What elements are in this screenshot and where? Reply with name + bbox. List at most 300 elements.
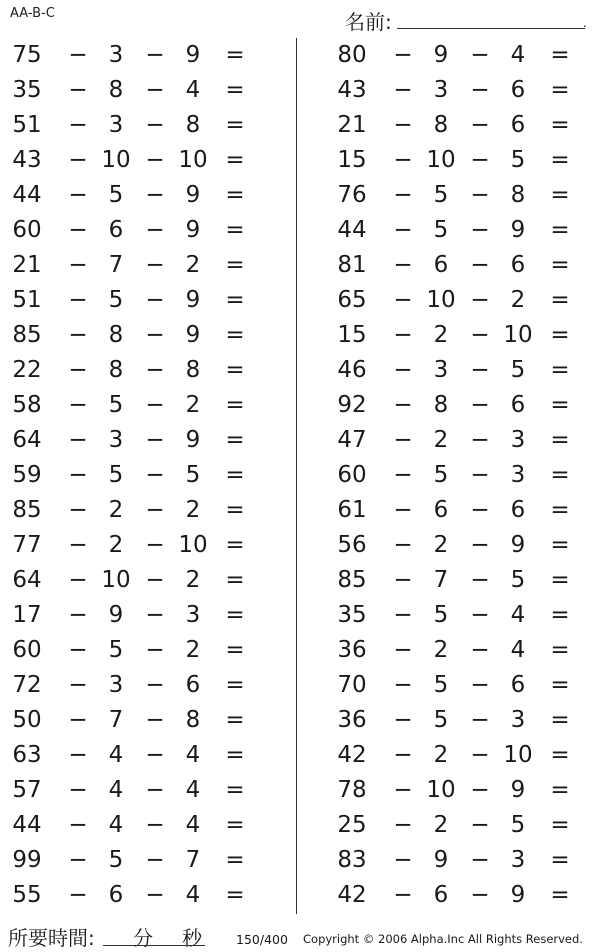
minuend: 42 (337, 882, 367, 908)
subtrahend-1: 4 (108, 812, 124, 838)
minuend: 83 (337, 847, 367, 873)
minuend: 15 (337, 147, 367, 173)
equals-sign: = (225, 672, 245, 698)
minuend: 58 (12, 392, 42, 418)
minus-sign: − (393, 742, 413, 768)
minus-sign: − (393, 42, 413, 68)
minuend: 61 (337, 497, 367, 523)
minuend: 64 (12, 427, 42, 453)
minus-sign: − (393, 182, 413, 208)
subtrahend-2: 5 (510, 567, 526, 593)
equals-sign: = (550, 182, 570, 208)
minus-sign: − (393, 707, 413, 733)
minuend: 47 (337, 427, 367, 453)
subtrahend-2: 9 (185, 217, 201, 243)
subtrahend-2: 8 (185, 357, 201, 383)
equals-sign: = (550, 777, 570, 803)
subtrahend-1: 8 (108, 77, 124, 103)
minus-sign: − (393, 847, 413, 873)
subtrahend-1: 2 (108, 497, 124, 523)
equals-sign: = (550, 357, 570, 383)
subtrahend-2: 5 (185, 462, 201, 488)
minuend: 85 (337, 567, 367, 593)
subtrahend-1: 5 (108, 847, 124, 873)
minuend: 22 (12, 357, 42, 383)
minus-sign: − (68, 812, 88, 838)
subtrahend-2: 7 (185, 847, 201, 873)
minus-sign: − (470, 497, 490, 523)
subtrahend-2: 5 (510, 147, 526, 173)
subtrahend-1: 6 (108, 882, 124, 908)
minuend: 15 (337, 322, 367, 348)
minuend: 85 (12, 322, 42, 348)
minuend: 35 (337, 602, 367, 628)
subtrahend-1: 6 (108, 217, 124, 243)
minuend: 17 (12, 602, 42, 628)
equals-sign: = (550, 847, 570, 873)
subtrahend-2: 10 (178, 147, 208, 173)
subtrahend-1: 5 (108, 637, 124, 663)
worksheet-code: AA-B-C (10, 6, 55, 21)
minuend: 50 (12, 707, 42, 733)
name-blank-line (397, 28, 585, 29)
minus-sign: − (145, 847, 165, 873)
minus-sign: − (393, 217, 413, 243)
minuend: 35 (12, 77, 42, 103)
minus-sign: − (68, 882, 88, 908)
subtrahend-1: 3 (433, 357, 449, 383)
subtrahend-1: 8 (108, 357, 124, 383)
subtrahend-1: 5 (108, 182, 124, 208)
minus-sign: − (393, 357, 413, 383)
minuend: 64 (12, 567, 42, 593)
subtrahend-1: 5 (108, 462, 124, 488)
minus-sign: − (68, 707, 88, 733)
subtrahend-2: 6 (185, 672, 201, 698)
subtrahend-2: 9 (510, 882, 526, 908)
minus-sign: − (145, 322, 165, 348)
subtrahend-2: 4 (510, 42, 526, 68)
minus-sign: − (470, 287, 490, 313)
subtrahend-2: 5 (510, 812, 526, 838)
equals-sign: = (550, 392, 570, 418)
minutes-blank (103, 945, 133, 946)
minus-sign: − (145, 147, 165, 173)
equals-sign: = (550, 217, 570, 243)
minus-sign: − (145, 287, 165, 313)
minuend: 59 (12, 462, 42, 488)
minus-sign: − (393, 777, 413, 803)
minus-sign: − (470, 147, 490, 173)
subtrahend-2: 4 (510, 637, 526, 663)
subtrahend-1: 8 (108, 322, 124, 348)
minus-sign: − (393, 147, 413, 173)
minuend: 81 (337, 252, 367, 278)
minus-sign: − (393, 427, 413, 453)
minus-sign: − (470, 637, 490, 663)
minus-sign: − (68, 637, 88, 663)
subtrahend-1: 2 (433, 532, 449, 558)
subtrahend-2: 2 (510, 287, 526, 313)
minus-sign: − (470, 252, 490, 278)
minus-sign: − (393, 322, 413, 348)
equals-sign: = (225, 462, 245, 488)
minus-sign: − (145, 602, 165, 628)
minuend: 21 (337, 112, 367, 138)
subtrahend-2: 6 (510, 497, 526, 523)
name-label: 名前: (345, 10, 392, 34)
minus-sign: − (145, 882, 165, 908)
equals-sign: = (550, 707, 570, 733)
subtrahend-2: 4 (185, 777, 201, 803)
minuend: 44 (337, 217, 367, 243)
minuend: 70 (337, 672, 367, 698)
equals-sign: = (550, 252, 570, 278)
equals-sign: = (550, 672, 570, 698)
minus-sign: − (145, 567, 165, 593)
minus-sign: − (145, 532, 165, 558)
minus-sign: − (68, 42, 88, 68)
subtrahend-1: 3 (108, 42, 124, 68)
minus-sign: − (145, 637, 165, 663)
equals-sign: = (550, 287, 570, 313)
minus-sign: − (470, 217, 490, 243)
minus-sign: − (68, 357, 88, 383)
minuend: 55 (12, 882, 42, 908)
subtrahend-1: 5 (433, 707, 449, 733)
subtrahend-2: 6 (510, 392, 526, 418)
minus-sign: − (68, 462, 88, 488)
subtrahend-2: 10 (178, 532, 208, 558)
subtrahend-2: 3 (510, 427, 526, 453)
minus-sign: − (470, 742, 490, 768)
minuend: 92 (337, 392, 367, 418)
subtrahend-2: 8 (510, 182, 526, 208)
equals-sign: = (225, 217, 245, 243)
subtrahend-2: 2 (185, 252, 201, 278)
subtrahend-1: 8 (433, 112, 449, 138)
subtrahend-1: 5 (108, 287, 124, 313)
equals-sign: = (225, 182, 245, 208)
subtrahend-2: 9 (185, 427, 201, 453)
minuend: 57 (12, 777, 42, 803)
subtrahend-2: 2 (185, 567, 201, 593)
equals-sign: = (550, 567, 570, 593)
equals-sign: = (225, 602, 245, 628)
minus-sign: − (470, 602, 490, 628)
subtrahend-1: 3 (433, 77, 449, 103)
minuend: 44 (12, 182, 42, 208)
equals-sign: = (225, 287, 245, 313)
subtrahend-2: 3 (510, 707, 526, 733)
equals-sign: = (225, 532, 245, 558)
minus-sign: − (68, 217, 88, 243)
subtrahend-1: 3 (108, 672, 124, 698)
subtrahend-1: 9 (433, 42, 449, 68)
minus-sign: − (145, 462, 165, 488)
equals-sign: = (550, 497, 570, 523)
equals-sign: = (225, 77, 245, 103)
minus-sign: − (470, 462, 490, 488)
equals-sign: = (225, 777, 245, 803)
subtrahend-1: 7 (433, 567, 449, 593)
minuend: 78 (337, 777, 367, 803)
subtrahend-2: 2 (185, 637, 201, 663)
equals-sign: = (225, 392, 245, 418)
minus-sign: − (68, 147, 88, 173)
subtrahend-1: 10 (101, 147, 131, 173)
subtrahend-2: 2 (185, 497, 201, 523)
subtrahend-1: 7 (108, 707, 124, 733)
equals-sign: = (550, 77, 570, 103)
minuend: 21 (12, 252, 42, 278)
subtrahend-1: 2 (433, 812, 449, 838)
minus-sign: − (68, 252, 88, 278)
minuend: 77 (12, 532, 42, 558)
minus-sign: − (470, 882, 490, 908)
minus-sign: − (68, 287, 88, 313)
subtrahend-1: 4 (108, 777, 124, 803)
minus-sign: − (393, 602, 413, 628)
minuend: 76 (337, 182, 367, 208)
minuend: 51 (12, 112, 42, 138)
minus-sign: − (393, 567, 413, 593)
subtrahend-2: 6 (510, 77, 526, 103)
minus-sign: − (145, 707, 165, 733)
minuend: 36 (337, 637, 367, 663)
minus-sign: − (68, 742, 88, 768)
subtrahend-1: 2 (433, 637, 449, 663)
subtrahend-1: 5 (108, 392, 124, 418)
minus-sign: − (470, 357, 490, 383)
minus-sign: − (393, 812, 413, 838)
minuend: 42 (337, 742, 367, 768)
minuend: 72 (12, 672, 42, 698)
subtrahend-1: 10 (101, 567, 131, 593)
minuend: 85 (12, 497, 42, 523)
minuend: 46 (337, 357, 367, 383)
minuend: 63 (12, 742, 42, 768)
subtrahend-1: 5 (433, 602, 449, 628)
minus-sign: − (393, 637, 413, 663)
time-underline (133, 945, 205, 946)
minus-sign: − (393, 287, 413, 313)
minus-sign: − (145, 392, 165, 418)
seconds-label: 秒 (182, 926, 202, 950)
subtrahend-2: 6 (510, 252, 526, 278)
column-divider (296, 38, 297, 914)
subtrahend-2: 10 (503, 742, 533, 768)
subtrahend-1: 4 (108, 742, 124, 768)
minus-sign: − (68, 427, 88, 453)
minus-sign: − (68, 182, 88, 208)
subtrahend-1: 6 (433, 252, 449, 278)
minuend: 43 (337, 77, 367, 103)
name-field (345, 6, 590, 32)
subtrahend-2: 4 (510, 602, 526, 628)
minus-sign: − (470, 847, 490, 873)
subtrahend-1: 10 (426, 147, 456, 173)
minuend: 60 (337, 462, 367, 488)
equals-sign: = (225, 147, 245, 173)
minus-sign: − (470, 427, 490, 453)
subtrahend-1: 3 (108, 112, 124, 138)
minus-sign: − (145, 672, 165, 698)
subtrahend-2: 2 (185, 392, 201, 418)
minus-sign: − (470, 567, 490, 593)
minus-sign: − (145, 742, 165, 768)
equals-sign: = (225, 812, 245, 838)
minuend: 75 (12, 42, 42, 68)
minus-sign: − (470, 182, 490, 208)
subtrahend-1: 5 (433, 182, 449, 208)
time-required-label: 所要時間: (8, 926, 95, 950)
equals-sign: = (225, 357, 245, 383)
minus-sign: − (145, 427, 165, 453)
minus-sign: − (393, 672, 413, 698)
equals-sign: = (550, 427, 570, 453)
minus-sign: − (470, 707, 490, 733)
subtrahend-1: 2 (433, 742, 449, 768)
minus-sign: − (145, 812, 165, 838)
equals-sign: = (550, 147, 570, 173)
minus-sign: − (470, 777, 490, 803)
subtrahend-1: 5 (433, 217, 449, 243)
equals-sign: = (550, 882, 570, 908)
minus-sign: − (68, 77, 88, 103)
equals-sign: = (550, 462, 570, 488)
minutes-label: 分 (133, 926, 153, 950)
minuend: 36 (337, 707, 367, 733)
minus-sign: − (68, 567, 88, 593)
equals-sign: = (550, 812, 570, 838)
minuend: 44 (12, 812, 42, 838)
subtrahend-2: 6 (510, 672, 526, 698)
subtrahend-2: 8 (185, 707, 201, 733)
equals-sign: = (225, 322, 245, 348)
subtrahend-1: 6 (433, 497, 449, 523)
equals-sign: = (550, 112, 570, 138)
subtrahend-1: 10 (426, 287, 456, 313)
minuend: 99 (12, 847, 42, 873)
subtrahend-2: 9 (185, 42, 201, 68)
subtrahend-2: 4 (185, 742, 201, 768)
minus-sign: − (393, 112, 413, 138)
minus-sign: − (470, 112, 490, 138)
minus-sign: − (68, 497, 88, 523)
minuend: 25 (337, 812, 367, 838)
minuend: 60 (12, 217, 42, 243)
minus-sign: − (393, 532, 413, 558)
subtrahend-2: 10 (503, 322, 533, 348)
subtrahend-2: 3 (510, 462, 526, 488)
minus-sign: − (393, 392, 413, 418)
minuend: 43 (12, 147, 42, 173)
subtrahend-2: 5 (510, 357, 526, 383)
minus-sign: − (68, 777, 88, 803)
subtrahend-1: 7 (108, 252, 124, 278)
subtrahend-1: 6 (433, 882, 449, 908)
minus-sign: − (393, 882, 413, 908)
minus-sign: − (470, 672, 490, 698)
minus-sign: − (145, 777, 165, 803)
subtrahend-2: 4 (185, 882, 201, 908)
minus-sign: − (145, 357, 165, 383)
minus-sign: − (470, 77, 490, 103)
minuend: 65 (337, 287, 367, 313)
minus-sign: − (145, 217, 165, 243)
minus-sign: − (68, 602, 88, 628)
equals-sign: = (550, 42, 570, 68)
subtrahend-2: 4 (185, 77, 201, 103)
minus-sign: − (68, 672, 88, 698)
equals-sign: = (225, 882, 245, 908)
subtrahend-2: 9 (185, 287, 201, 313)
subtrahend-2: 9 (510, 532, 526, 558)
equals-sign: = (225, 427, 245, 453)
copyright-notice: Copyright © 2006 Alpha.Inc All Rights Reserved. (303, 932, 583, 946)
equals-sign: = (550, 322, 570, 348)
minuend: 51 (12, 287, 42, 313)
subtrahend-2: 9 (185, 182, 201, 208)
minus-sign: − (470, 532, 490, 558)
name-end-mark: . (583, 16, 587, 30)
minus-sign: − (68, 532, 88, 558)
subtrahend-1: 2 (433, 427, 449, 453)
minus-sign: − (68, 112, 88, 138)
minus-sign: − (145, 42, 165, 68)
subtrahend-1: 9 (433, 847, 449, 873)
equals-sign: = (225, 742, 245, 768)
page-counter: 150/400 (236, 932, 288, 947)
subtrahend-2: 3 (185, 602, 201, 628)
minus-sign: − (393, 252, 413, 278)
minuend: 56 (337, 532, 367, 558)
subtrahend-1: 8 (433, 392, 449, 418)
subtrahend-1: 5 (433, 462, 449, 488)
equals-sign: = (225, 112, 245, 138)
minus-sign: − (145, 497, 165, 523)
minus-sign: − (68, 322, 88, 348)
subtrahend-2: 6 (510, 112, 526, 138)
minus-sign: − (470, 812, 490, 838)
footer (0, 918, 600, 952)
equals-sign: = (550, 532, 570, 558)
minus-sign: − (393, 77, 413, 103)
equals-sign: = (225, 847, 245, 873)
minus-sign: − (145, 182, 165, 208)
minuend: 80 (337, 42, 367, 68)
equals-sign: = (225, 497, 245, 523)
equals-sign: = (225, 637, 245, 663)
subtrahend-2: 3 (510, 847, 526, 873)
equals-sign: = (550, 602, 570, 628)
minuend: 60 (12, 637, 42, 663)
subtrahend-1: 9 (108, 602, 124, 628)
minus-sign: − (470, 42, 490, 68)
subtrahend-2: 9 (185, 322, 201, 348)
subtrahend-2: 9 (510, 777, 526, 803)
subtrahend-1: 5 (433, 672, 449, 698)
subtrahend-2: 8 (185, 112, 201, 138)
equals-sign: = (550, 637, 570, 663)
subtrahend-2: 9 (510, 217, 526, 243)
equals-sign: = (225, 252, 245, 278)
equals-sign: = (225, 707, 245, 733)
minus-sign: − (68, 392, 88, 418)
equals-sign: = (550, 742, 570, 768)
minus-sign: − (393, 462, 413, 488)
